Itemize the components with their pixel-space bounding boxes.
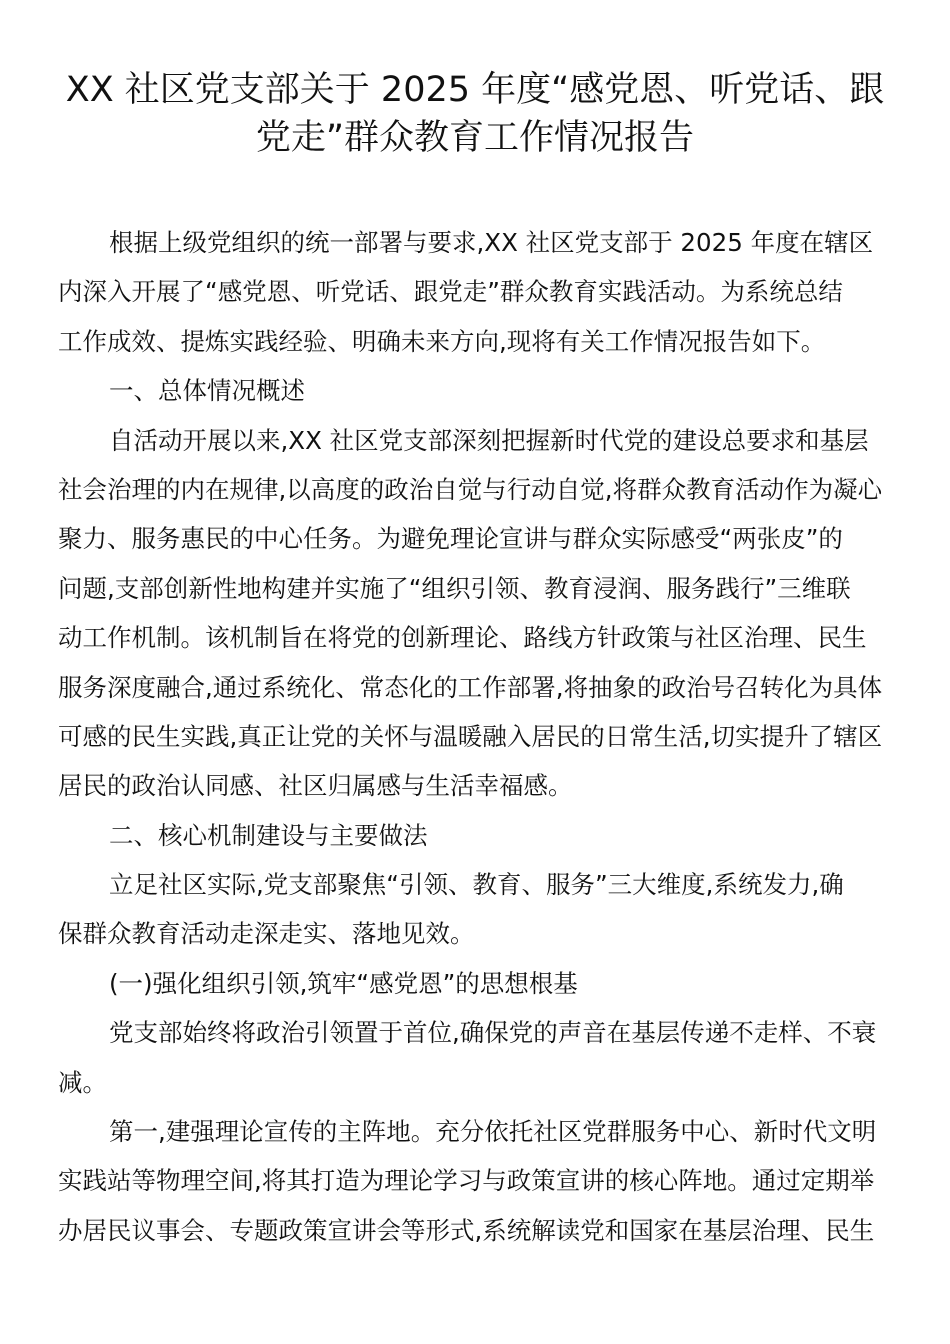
text-line: 实践站等物理空间,将其打造为理论学习与政策宣讲的核心阵地。通过定期举 (58, 1166, 875, 1196)
text-line: 内深入开展了“感党恩、听党话、跟党走”群众教育实践活动。为系统总结 (58, 277, 843, 307)
text-line: 居民的政治认同感、社区归属感与生活幸福感。 (58, 771, 573, 801)
title-line: 党走”群众教育工作情况报告 (255, 118, 695, 158)
text-line: 立足社区实际,党支部聚焦“引领、教育、服务”三大维度,系统发力,确 (109, 870, 844, 900)
text-line: 聚力、服务惠民的中心任务。为避免理论宣讲与群众实际感受“两张皮”的 (58, 524, 843, 554)
text-line: 根据上级党组织的统一部署与要求,XX 社区党支部于 2025 年度在辖区 (109, 228, 874, 257)
document-body (58, 218, 898, 1255)
text-line: 一、总体情况概述 (109, 376, 305, 406)
text-line: 工作成效、提炼实践经验、明确未来方向,现将有关工作情况报告如下。 (58, 326, 826, 356)
text-line: 自活动开展以来,XX 社区党支部深刻把握新时代党的建设总要求和基层 (109, 425, 869, 455)
text-line: 可感的民生实践,真正让党的关怀与温暖融入居民的日常生活,切实提升了辖区 (58, 721, 883, 751)
text-line: 问题,支部创新性地构建并实施了“组织引领、教育浸润、服务践行”三维联 (58, 573, 851, 603)
document-title (40, 66, 910, 162)
text-line: 二、核心机制建设与主要做法 (109, 820, 428, 850)
text-line: 减。 (58, 1067, 107, 1097)
text-line: 保群众教育活动走深走实、落地见效。 (58, 919, 475, 949)
text-line: 服务深度融合,通过系统化、常态化的工作部署,将抽象的政治号召转化为具体 (58, 672, 883, 702)
text-line: 第一,建强理论宣传的主阵地。充分依托社区党群服务中心、新时代文明 (109, 1117, 877, 1147)
text-line: 动工作机制。该机制旨在将党的创新理论、路线方针政策与社区治理、民生 (58, 623, 867, 653)
text-line: 办居民议事会、专题政策宣讲会等形式,系统解读党和国家在基层治理、民生 (58, 1215, 875, 1245)
title-line: XX 社区党支部关于 2025 年度“感党恩、听党话、跟 (65, 70, 885, 110)
text-line: (一)强化组织引领,筑牢“感党恩”的思想根基 (109, 968, 578, 998)
text-line: 党支部始终将政治引领置于首位,确保党的声音在基层传递不走样、不衰 (109, 1018, 877, 1048)
text-line: 社会治理的内在规律,以高度的政治自觉与行动自觉,将群众教育活动作为凝心 (58, 474, 883, 504)
